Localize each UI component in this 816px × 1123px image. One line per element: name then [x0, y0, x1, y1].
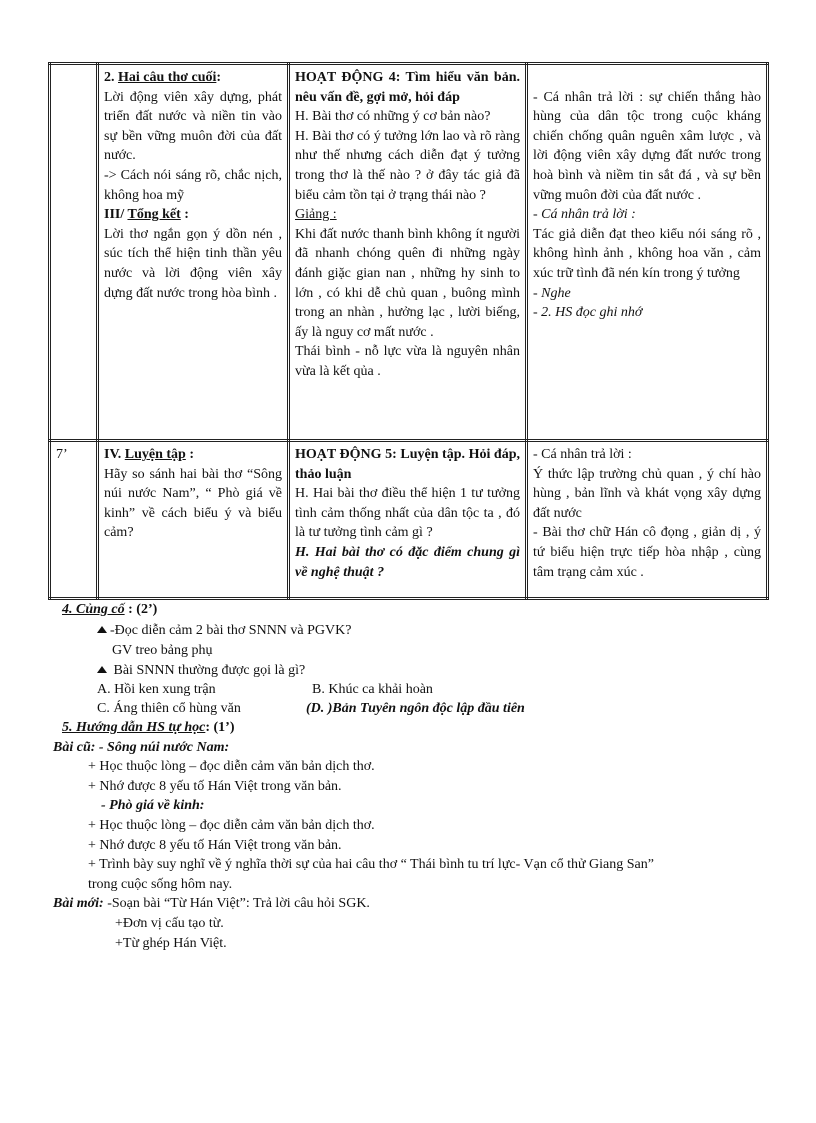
time-cell: 7’	[50, 441, 98, 599]
answer-option-c: C. Áng thiên cổ hùng văn	[97, 701, 241, 716]
student-cell	[527, 64, 768, 441]
homework-item: + Học thuộc lòng – đọc diễn cảm văn bản dịch thơ.	[88, 759, 375, 774]
content-heading: IV. Luyện tập :	[104, 447, 195, 462]
question: H. Hai bài thơ điều thể hiện 1 tư tưởng tình cảm thống nhất của dân tộc ta , đó là tư tưởng tình cảm gì ?	[295, 486, 520, 541]
activity-cell	[289, 64, 527, 441]
cung-co-item: Bài SNNN thường được gọi là gì?	[97, 661, 305, 680]
cung-co-item: GV treo bảng phụ	[112, 643, 213, 658]
thai-binh-text: Thái bình - nỗ lực vừa là nguyên nhân vừa là kết qủa .	[295, 344, 520, 379]
answer-option-a: A. Hồi ken xung trận	[97, 682, 216, 697]
student-answer: - Nghe	[533, 285, 571, 301]
content-paragraph: -> Cách nói sáng rõ, chắc nịch, không hoa mỹ	[104, 167, 282, 203]
content-cell	[98, 64, 289, 441]
answer-option-b: B. Khúc ca khải hoàn	[312, 682, 433, 697]
homework-item: trong cuộc sống hôm nay.	[88, 877, 233, 892]
student-answer: Ý thức lập trường chủ quan , ý chí hào hùng , bản lĩnh và khát vọng xây dựng đất nước	[533, 466, 761, 521]
pgvk-label: - Phò giá về kinh:	[101, 798, 205, 813]
student-answer: - Cá nhân trả lời :	[533, 447, 632, 462]
triangle-bullet-icon	[97, 626, 107, 633]
homework-item: + Học thuộc lòng – đọc diễn cảm văn bản dịch thơ.	[88, 818, 375, 833]
question: H. Bài thơ có những ý cơ bản nào?	[295, 109, 491, 125]
bai-cu-label: Bài cũ: - Sông núi nước Nam:	[53, 740, 230, 755]
triangle-bullet-icon	[97, 666, 107, 673]
homework-item: + Nhớ được 8 yếu tố Hán Việt trong văn bản.	[88, 838, 342, 853]
homework-item: +Từ ghép Hán Việt.	[115, 936, 227, 951]
table-row	[50, 441, 768, 599]
content-paragraph: Lời động viên xây dựng, phát triển đất nước và niền tin vào sự bền vững muôn đời của đất nước.	[104, 89, 282, 164]
student-cell	[527, 441, 768, 599]
content-cell	[98, 441, 289, 599]
student-answer: - Bài thơ chữ Hán cô đọng , giản dị , ý tứ biểu hiện trực tiếp hòa nhập , cùng tâm trạng cảm xúc .	[533, 525, 761, 580]
answer-option-d: (D. )Bản Tuyên ngôn độc lập đầu tiên	[306, 701, 525, 716]
lesson-plan-table	[48, 62, 769, 600]
student-answer: Tác giả diễn đạt theo kiểu nói sáng rõ , không hình ảnh , không hoa văn , cảm xúc trữ tình đã nén kín trong ý tưởng	[533, 226, 761, 281]
question: H. Hai bài thơ có đặc điểm chung gì về nghệ thuật ?	[295, 544, 520, 580]
homework-item: + Nhớ được 8 yếu tố Hán Việt trong văn bản.	[88, 779, 342, 794]
student-answer: - Cá nhân trả lời : sự chiến thắng hào hùng của dân tộc trong cuộc kháng chiến chống quân nguên xâm lược , và lời động viên xây dựng đất nước trong hoà bình và niềm tin sắt đá , và sự bền vững muôn đời của đất nước .	[533, 89, 761, 203]
student-answer-label: - Cá nhân trả lời :	[533, 207, 636, 223]
student-answer: - 2. HS đọc ghi nhớ	[533, 305, 643, 321]
bai-moi-line: Bài mới: -Soạn bài “Từ Hán Việt”: Trả lời câu hỏi SGK.	[53, 896, 370, 911]
huong-dan-heading: 5. Hướng dẫn HS tự học: (1’)	[62, 720, 235, 735]
activity-heading: HOẠT ĐỘNG 4: Tìm hiểu văn bản. nêu vấn đề, gợi mở, hỏi đáp	[295, 70, 520, 105]
homework-item: +Đơn vị cấu tạo từ.	[115, 916, 224, 931]
content-paragraph: Lời thơ ngắn gọn ý dồn nén , súc tích thể hiện tinh thần yêu nước và lời động viên xây dựng đất nước trong hòa bình .	[104, 226, 282, 301]
cung-co-item: -Đọc diễn cảm 2 bài thơ SNNN và PGVK?	[97, 621, 351, 640]
homework-item: + Trình bày suy nghĩ về ý nghĩa thời sự của hai câu thơ “ Thái bình tu trí lực- Vạn cổ thử Giang San”	[88, 857, 654, 872]
question: H. Bài thơ có ý tưởng lớn lao và rõ ràng như thế nhưng cách diễn đạt ý tưởng trong thơ là thế nào ? ở đây tác giả đã biểu cảm tồn tại ở trạng thái nào ?	[295, 128, 520, 203]
time-cell	[50, 64, 98, 441]
content-paragraph: Hãy so sánh hai bài thơ “Sông núi nước Nam”, “ Phò giá về kinh” về cách biểu ý và biểu cảm?	[104, 466, 282, 541]
cung-co-heading: 4. Củng cố : (2’)	[62, 602, 158, 617]
activity-cell	[289, 441, 527, 599]
activity-heading: HOẠT ĐỘNG 5: Luyện tập. Hỏi đáp, thảo luận	[295, 447, 520, 482]
content-heading: 2. Hai câu thơ cuối:	[104, 70, 222, 85]
section-heading: III/ Tổng kết :	[104, 207, 189, 223]
giang-text: Khi đất nước thanh bình không ít người đã nhanh chóng quên đi những ngày đánh giặc gian nan , những hy sinh to lớn , có khi dễ chủ quan , buông mình trong an nhàn , hưởng lạc , lười biếng, ấy là nguy cơ mất nước .	[295, 226, 520, 340]
giang-label: Giảng :	[295, 207, 337, 223]
table-row	[50, 64, 768, 441]
